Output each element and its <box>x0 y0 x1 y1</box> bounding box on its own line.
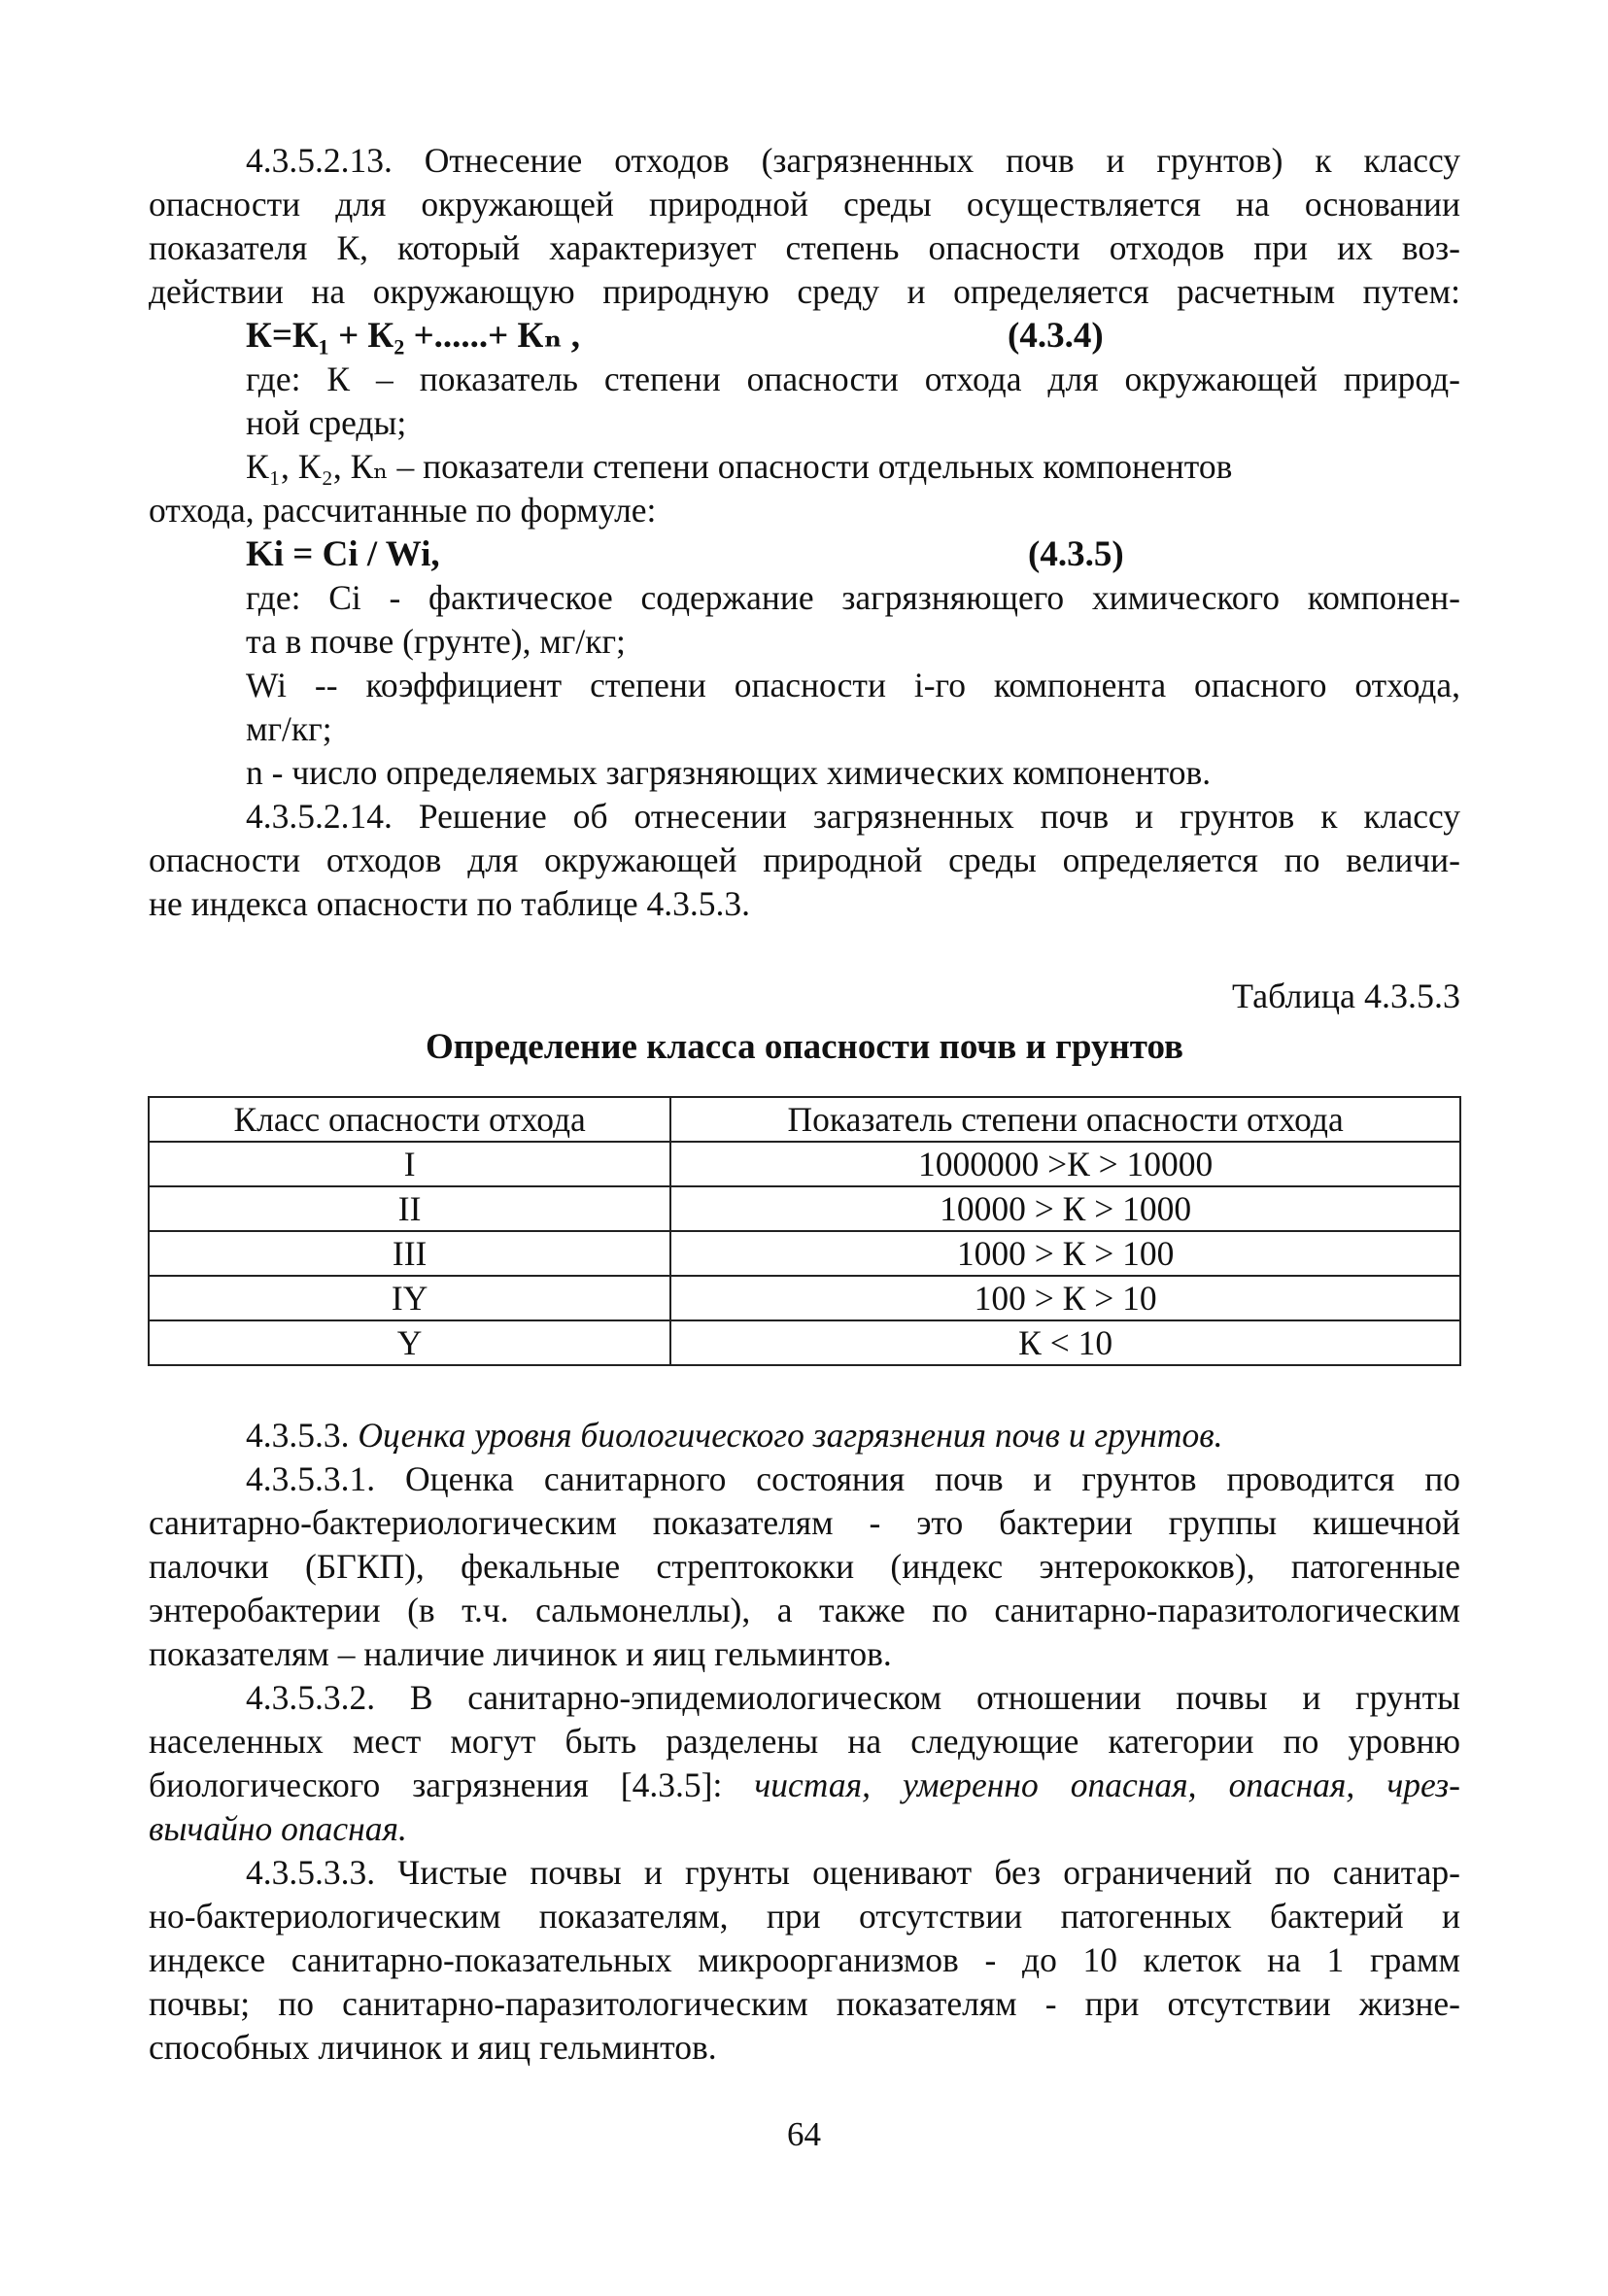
hazard-class-table <box>148 1096 1461 1366</box>
text-line: 4.3.5.2.13. Отнесение отходов (загрязненных почв и грунтов) к классу <box>246 141 1460 180</box>
text-line: палочки (БГКП), фекальные стрептококки (индекс энтерококков), патогенные <box>149 1547 1460 1586</box>
paragraph-4-3-5-3-2 <box>149 1676 1460 1851</box>
section-heading-number: 4.3.5.3. <box>246 1416 350 1455</box>
page-number: 64 <box>787 2115 821 2153</box>
table-row <box>149 1231 1460 1276</box>
table-cell: 1000000 >К > 10000 <box>670 1142 1460 1186</box>
text-line: действии на окружающую природную среду и определяется расчетным путем: <box>149 272 1460 311</box>
table-header-row <box>149 1097 1460 1142</box>
text-line: показателя К, который характеризует степень опасности отходов при их воз- <box>149 228 1460 267</box>
table-row <box>149 1320 1460 1365</box>
formula-4-3-5: Ki = Ci / Wi, <box>246 534 440 574</box>
table-cell: 10000 > К > 1000 <box>670 1186 1460 1231</box>
section-heading-line <box>149 1414 1460 1457</box>
text-line: способных личинок и яиц гельминтов. <box>149 2028 717 2067</box>
table-row <box>149 1142 1460 1186</box>
table-row <box>149 1186 1460 1231</box>
paragraph-4-3-5-2-14 <box>149 795 1460 926</box>
table-cell: IY <box>149 1276 670 1320</box>
text-line: где: К – показатель степени опасности отхода для окружающей природ- <box>246 360 1460 398</box>
table-cell: III <box>149 1231 670 1276</box>
table-cell: К < 10 <box>670 1320 1460 1365</box>
text-line: К₁, К₂, Кₙ – показатели степени опасности отдельных компонентов <box>246 447 1233 486</box>
text-line: опасности отходов для окружающей природной среды определяется по величи- <box>149 840 1460 879</box>
text-line: опасности для окружающей природной среды осуществляется на основании <box>149 185 1460 223</box>
table-cell: 100 > К > 10 <box>670 1276 1460 1320</box>
text-line: почвы; по санитарно-паразитологическим показателям - при отсутствии жизне- <box>149 1984 1460 2023</box>
section-heading-4-3-5-3 <box>149 1414 1460 1457</box>
text-line: отхода, рассчитанные по формуле: <box>149 491 657 530</box>
text-line: санитарно-бактериологическим показателям - это бактерии группы кишечной <box>149 1503 1460 1542</box>
formula-number-4-3-4: (4.3.4) <box>1008 316 1104 356</box>
table-caption: Таблица 4.3.5.3 <box>1232 977 1460 1015</box>
text-line <box>149 1764 1460 1807</box>
text-line: Wi -- коэффициент степени опасности i-го компонента опасного отхода, <box>246 666 1460 704</box>
formula-number-4-3-5: (4.3.5) <box>1028 534 1124 574</box>
text-line: 4.3.5.3.3. Чистые почвы и грунты оценивают без ограничений по санитар- <box>246 1853 1460 1892</box>
table-cell: 1000 > К > 100 <box>670 1231 1460 1276</box>
text-line: вычайно опасная. <box>149 1809 407 1848</box>
paragraph-4-3-5-3-1 <box>149 1457 1460 1676</box>
table-cell: I <box>149 1142 670 1186</box>
text-line: та в почве (грунте), мг/кг; <box>246 622 626 661</box>
text-line: 4.3.5.2.14. Решение об отнесении загрязненных почв и грунтов к классу <box>246 797 1460 836</box>
formula-4-3-4: К=К₁ + К₂ +......+ Кₙ , <box>246 316 581 356</box>
text-line: мг/кг; <box>246 709 332 748</box>
text-run-italic: чистая, умеренно опасная, опасная, чрез- <box>754 1765 1460 1804</box>
text-line: энтеробактерии (в т.ч. сальмонеллы), а также по санитарно-паразитологическим <box>149 1591 1460 1629</box>
paragraph-4-3-5-3-3 <box>149 1851 1460 2070</box>
text-line: n - число определяемых загрязняющих химических компонентов. <box>246 753 1212 792</box>
text-line: ной среды; <box>246 403 407 442</box>
text-line: 4.3.5.3.2. В санитарно-эпидемиологическом отношении почвы и грунты <box>246 1678 1460 1717</box>
table-title: Определение класса опасности почв и грунтов <box>425 1027 1184 1067</box>
table-row <box>149 1276 1460 1320</box>
table-cell: II <box>149 1186 670 1231</box>
text-line: населенных мест могут быть разделены на следующие категории по уровню <box>149 1722 1460 1761</box>
section-heading-title: Оценка уровня биологического загрязнения почв и грунтов. <box>358 1416 1223 1455</box>
text-line: 4.3.5.3.1. Оценка санитарного состояния почв и грунтов проводится по <box>246 1459 1460 1498</box>
column-header: Класс опасности отхода <box>149 1097 670 1142</box>
text-run: биологического загрязнения [4.3.5]: <box>149 1765 755 1804</box>
text-line: где: Ci - фактическое содержание загрязняющего химического компонен- <box>246 578 1460 617</box>
text-line: но-бактериологическим показателям, при отсутствии патогенных бактерий и <box>149 1897 1460 1936</box>
table-cell: Y <box>149 1320 670 1365</box>
text-line: не индекса опасности по таблице 4.3.5.3. <box>149 884 751 923</box>
text-line: показателям – наличие личинок и яиц гельминтов. <box>149 1634 892 1673</box>
formula-4-3-5-definitions <box>149 576 1460 795</box>
column-header: Показатель степени опасности отхода <box>670 1097 1460 1142</box>
paragraph-4-3-5-2-13 <box>149 139 1460 314</box>
formula-4-3-4-definitions <box>149 358 1460 532</box>
text-line: индексе санитарно-показательных микроорганизмов - до 10 клеток на 1 грамм <box>149 1940 1460 1979</box>
